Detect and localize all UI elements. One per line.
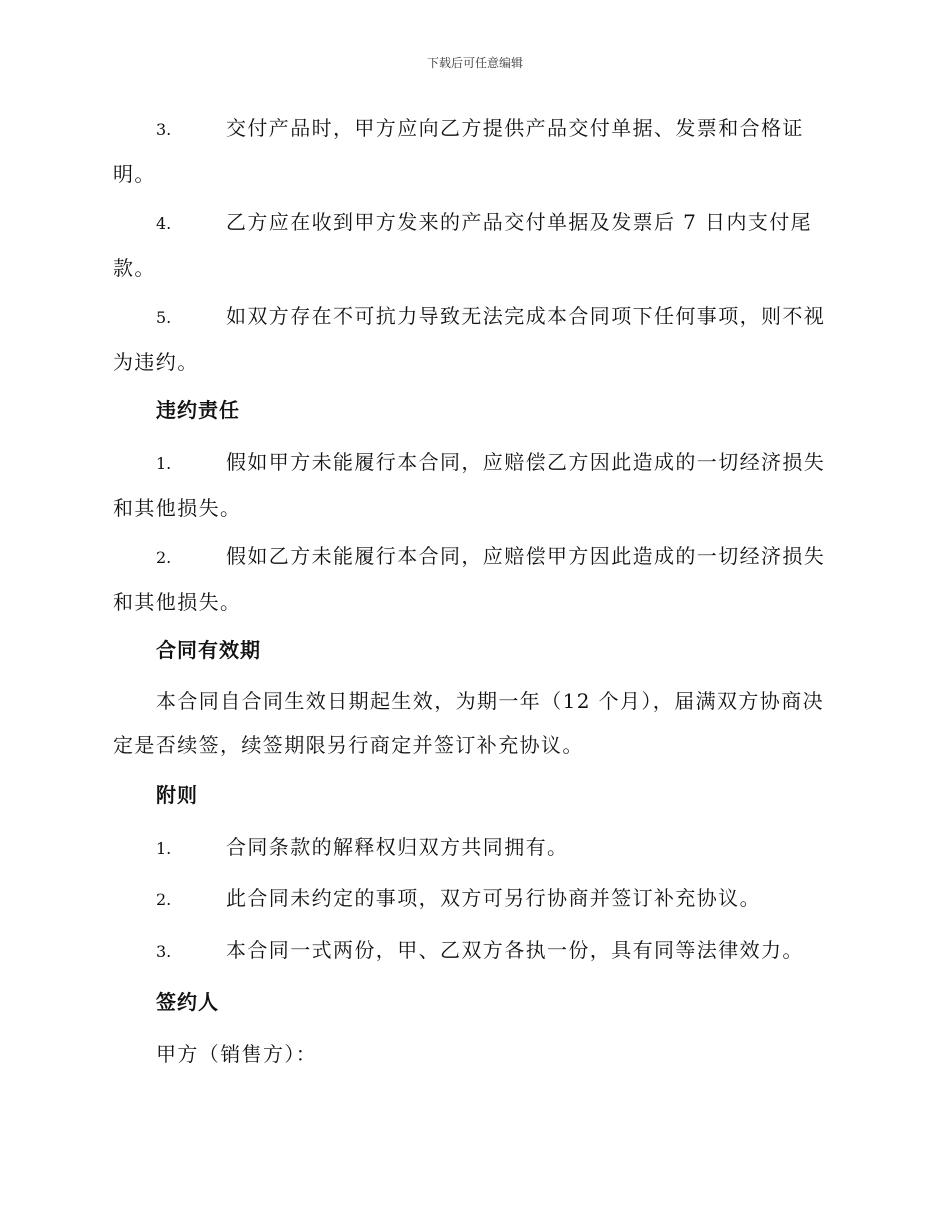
list-item <box>113 825 833 871</box>
page-header: 下载后可任意编辑 <box>426 56 523 70</box>
list-item <box>113 200 833 290</box>
party-a-label: 甲方（销售方）： <box>156 1042 318 1066</box>
item-number: 3. <box>156 942 172 961</box>
item-number: 3. <box>156 120 172 139</box>
validity-paragraph: 本合同自合同生效日期起生效，为期一年（12 个月），届满双方协商决定是否续签，续签期限另行商定并签订补充协议。 <box>113 689 825 757</box>
item-text: 合同条款的解释权归双方共同拥有。 <box>226 835 569 859</box>
list-item <box>113 876 833 922</box>
list-item <box>113 106 833 196</box>
section-heading-liability: 违约责任 <box>156 398 240 422</box>
list-item <box>113 534 833 624</box>
section-heading-validity: 合同有效期 <box>156 638 261 662</box>
section-heading-signatories: 签约人 <box>156 990 219 1014</box>
list-item <box>113 440 833 530</box>
item-number: 2. <box>156 890 172 909</box>
item-text: 本合同一式两份，甲、乙双方各执一份，具有同等法律效力。 <box>226 938 804 962</box>
list-item <box>113 928 833 974</box>
item-text: 假如乙方未能履行本合同，应赔偿甲方因此造成的一切经济损失和其他损失。 <box>113 544 826 614</box>
section-heading-supplementary: 附则 <box>156 783 198 807</box>
item-number: 1. <box>156 839 172 858</box>
item-number: 1. <box>156 454 172 473</box>
item-text: 此合同未约定的事项，双方可另行协商并签订补充协议。 <box>226 886 761 910</box>
item-text: 假如甲方未能履行本合同，应赔偿乙方因此造成的一切经济损失和其他损失。 <box>113 450 826 520</box>
item-text: 交付产品时，甲方应向乙方提供产品交付单据、发票和合格证明。 <box>113 116 804 186</box>
item-number: 4. <box>156 214 172 233</box>
item-text: 乙方应在收到甲方发来的产品交付单据及发票后 7 日内支付尾款。 <box>113 210 813 280</box>
item-number: 2. <box>156 548 172 567</box>
item-number: 5. <box>156 308 172 327</box>
list-item <box>113 294 833 384</box>
item-text: 如双方存在不可抗力导致无法完成本合同项下任何事项，则不视为违约。 <box>113 304 826 374</box>
